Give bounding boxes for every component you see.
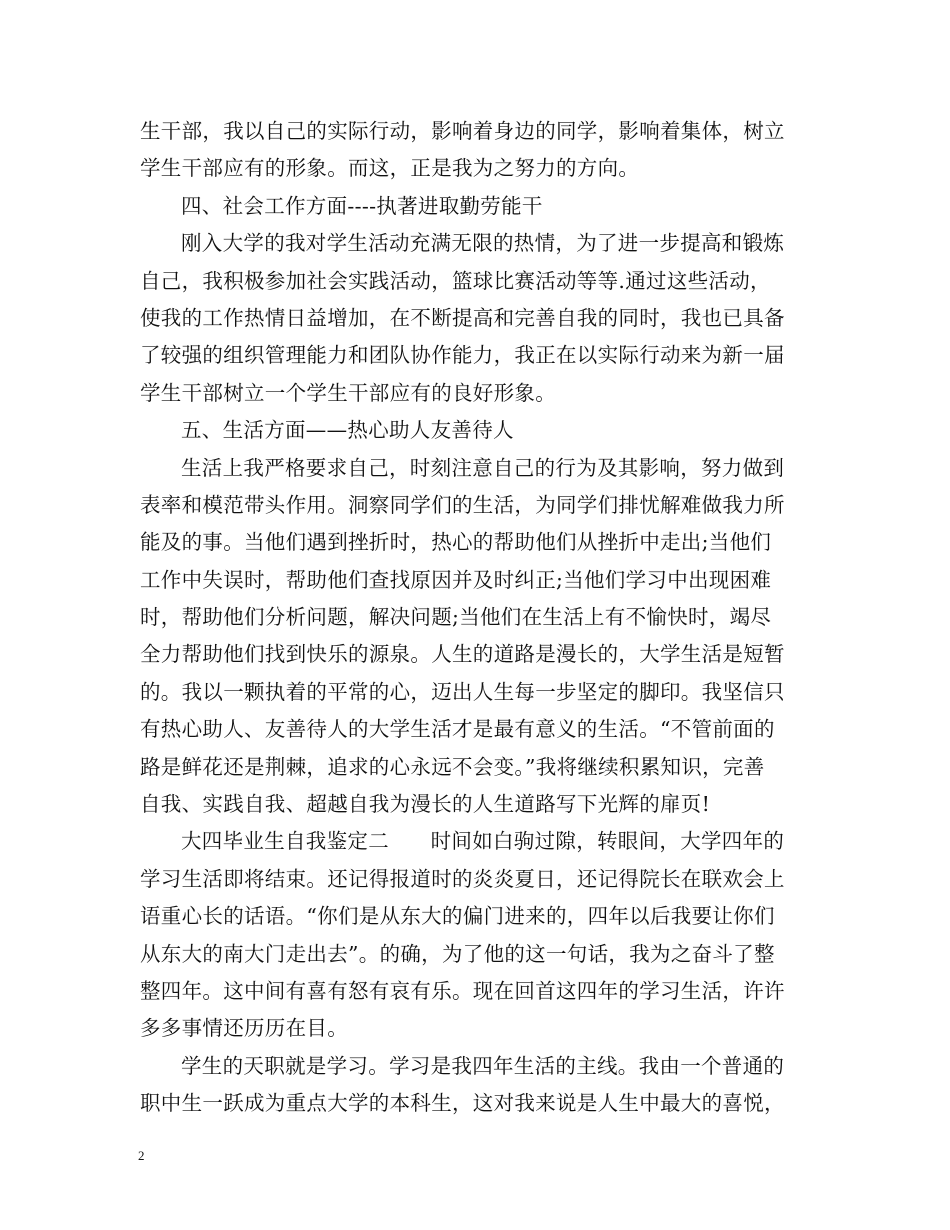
text-line: 五、生活方面——热心助人友善待人	[181, 418, 514, 443]
text-line: 职中生一跃成为重点大学的本科生，这对我来说是人生中最大的喜悦，	[140, 1091, 785, 1116]
text-line: 路是鲜花还是荆棘，追求的心永远不会变。”我将继续积累知识，完善	[140, 754, 765, 779]
text-line: 有热心助人、友善待人的大学生活才是最有意义的生活。“不管前面的	[140, 717, 775, 742]
text-line: 时，帮助他们分析问题，解决问题;当他们在生活上有不愉快时，竭尽	[140, 605, 772, 630]
text-line: 语重心长的话语。“你们是从东大的偏门进来的，四年以后我要让你们	[140, 904, 775, 929]
text-line: 使我的工作热情日益增加，在不断提高和完善自我的同时，我也已具备	[140, 305, 785, 330]
page-number: 2	[138, 1148, 145, 1163]
text-line: 工作中失误时，帮助他们查找原因并及时纠正;当他们学习中出现困难	[140, 567, 772, 592]
text-line: 整四年。这中间有喜有怒有哀有乐。现在回首这四年的学习生活，许许	[140, 978, 785, 1003]
text-line: 生活上我严格要求自己，时刻注意自己的行为及其影响，努力做到	[181, 455, 785, 480]
text-line: 能及的事。当他们遇到挫折时，热心的帮助他们从挫折中走出;当他们	[140, 530, 772, 555]
text-line: 的。我以一颗执着的平常的心，迈出人生每一步坚定的脚印。我坚信只	[140, 679, 785, 704]
text-line: 学生的天职就是学习。学习是我四年生活的主线。我由一个普通的	[181, 1053, 785, 1078]
text-line: 学习生活即将结束。还记得报道时的炎炎夏日，还记得院长在联欢会上	[140, 866, 785, 891]
text-line: 学生干部树立一个学生干部应有的良好形象。	[140, 380, 556, 405]
text-line: 表率和模范带头作用。洞察同学们的生活，为同学们排忧解难做我力所	[140, 492, 785, 517]
text-line: 全力帮助他们找到快乐的源泉。人生的道路是漫长的，大学生活是短暂	[140, 642, 785, 667]
text-line: 刚入大学的我对学生活动充满无限的热情，为了进一步提高和锻炼	[181, 231, 785, 256]
text-line: 自己，我积极参加社会实践活动，篮球比赛活动等等.通过这些活动，	[140, 268, 771, 293]
text-line: 四、社会工作方面----执著进取勤劳能干	[181, 193, 543, 218]
text-line: 学生干部应有的形象。而这，正是我为之努力的方向。	[140, 156, 640, 181]
body-text	[140, 113, 816, 1123]
text-line: 了较强的组织管理能力和团队协作能力，我正在以实际行动来为新一届	[140, 343, 785, 368]
text-line: 生干部，我以自己的实际行动，影响着身边的同学，影响着集体，树立	[140, 119, 785, 143]
text-line: 多多事情还历历在目。	[140, 1016, 348, 1041]
text-line: 大四毕业生自我鉴定二 时间如白驹过隙，转眼间，大学四年的	[181, 829, 785, 854]
text-line: 从东大的南大门走出去”。的确，为了他的这一句话，我为之奋斗了整	[140, 941, 775, 966]
text-line: 自我、实践自我、超越自我为漫长的人生道路写下光辉的扉页!	[140, 792, 711, 817]
